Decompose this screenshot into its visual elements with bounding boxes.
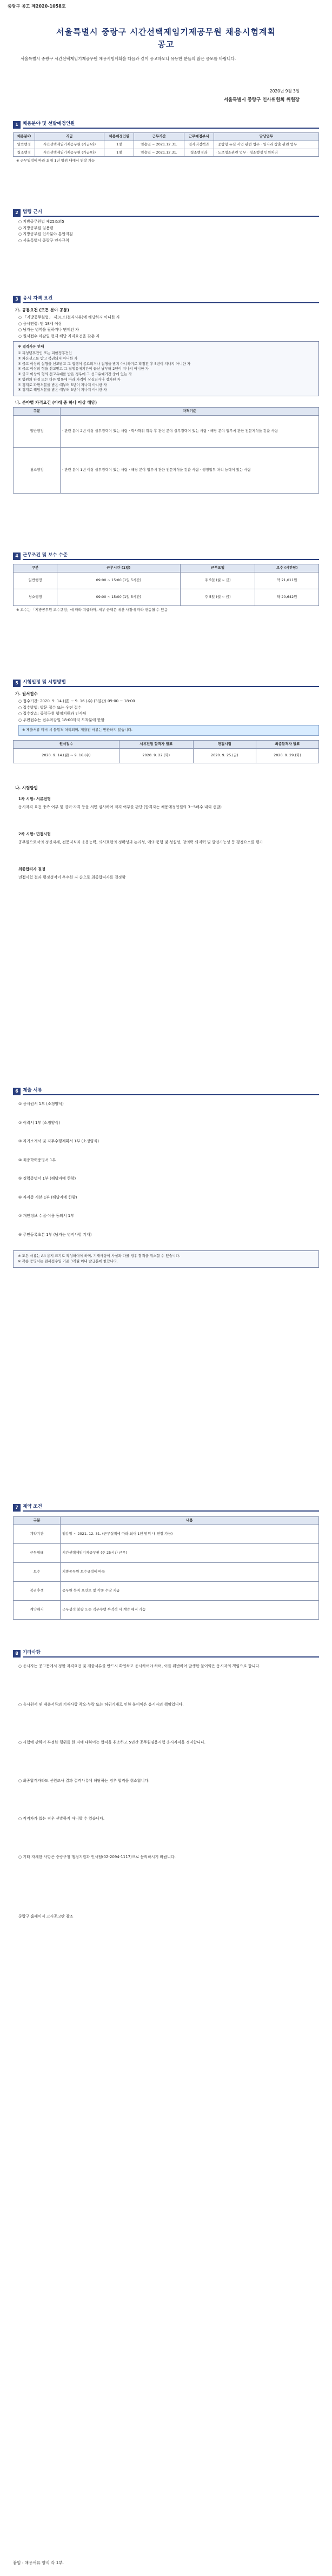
col-header: 면접시험 [193, 741, 256, 749]
box-line: ④ 금고 이상의 형을 선고받고 그 집행유예기간이 끝난 날부터 2년이 지나지 아니한 자 [18, 367, 149, 371]
section-number: 5 [13, 680, 21, 687]
list-item: ⑦ 개인정보 수집·이용 동의서 1부 [18, 1214, 74, 1218]
section-title: 법령 근거 [23, 209, 319, 217]
list-item: ⑤ 경력증명서 1부 (해당자에 한함) [18, 1176, 76, 1181]
cell: 임용일 ~ 2021.12.31. [134, 149, 184, 157]
list-item: ⑥ 자격증 사본 1부 (해당자에 한함) [18, 1195, 77, 1200]
col-header: 근무요일 [180, 564, 255, 573]
col-header: 채용분야 [14, 133, 35, 141]
list-item: ○ 지방공무원법 제25조의5 [18, 219, 64, 224]
title-line-2: 공고 [157, 39, 175, 49]
cell: 일반행정 [14, 572, 57, 589]
section-title: 제출 서류 [23, 1087, 319, 1096]
col-header: 근무시간 (1일) [57, 564, 180, 573]
cell: 청소행정과 [184, 149, 214, 157]
method-text: 공무원으로서의 정신자세, 전문지식과 응용능력, 의사표현의 정확성과 논리성, 예의·품행 및 성실성, 창의력·의지력 및 발전가능성 등 평정요소를 평가 [18, 840, 263, 844]
list-item: ○ 접수장소: 중랑구청 행정지원과 인사팀 [18, 711, 87, 716]
section-legal-basis [13, 208, 319, 244]
box-line: ※ 모든 서류는 A4 용지 크기로 작성하여야 하며, 기재사항이 사실과 다를 경우 합격을 취소할 수 있습니다. [18, 1254, 181, 1258]
col-header: 담당업무 [214, 133, 318, 141]
section-other [13, 1649, 319, 1920]
table-row [14, 1600, 319, 1619]
cell: 청소행정 [14, 149, 35, 157]
section-title: 계약 조건 [23, 1503, 319, 1512]
section-recruitment [13, 120, 319, 164]
box-title: ※ 결격사유 안내 [18, 344, 44, 349]
list-item: ○ 최종합격자라도 신원조사 결과 결격사유에 해당하는 경우 합격을 취소합니다. [18, 1778, 150, 1783]
subsection-title: 가. 원서접수 [15, 691, 38, 696]
list-item: ○ 적격자가 없는 경우 선발하지 아니할 수 있습니다. [18, 1816, 105, 1821]
subsection-title: 나. 시험방법 [15, 785, 38, 790]
list-item: ○ 원서접수 마감일 현재 해당 자격요건을 갖춘 자 [18, 334, 100, 338]
col-header: 구분 [14, 408, 61, 416]
table-row [14, 141, 319, 149]
qualification-table [13, 407, 319, 494]
table-row [14, 1562, 319, 1581]
cell: 근무성적 불량 또는 직무수행 부적격 시 계약 해지 가능 [61, 1600, 319, 1619]
list-item: ○ 우편접수는 접수마감일 18:00까지 도착분에 한함 [18, 717, 105, 722]
section-number: 3 [13, 296, 21, 303]
table-row [14, 589, 319, 605]
section-documents [13, 1087, 319, 1268]
col-header: 근무기간 [134, 133, 184, 141]
section-contract [13, 1503, 319, 1620]
recruitment-table [13, 132, 319, 157]
cell: 약 20,642원 [255, 589, 319, 605]
list-item: ○ 서울특별시 중랑구 인사규칙 [18, 238, 69, 243]
list-item: ○ 응시자는 공고문에서 정한 자격요건 및 제출서류를 반드시 확인하고 응시하여야 하며, 이를 위반하여 발생한 불이익은 응시자의 책임으로 합니다. [18, 1664, 261, 1668]
contract-table [13, 1516, 319, 1620]
cell: 계약해지 [14, 1600, 61, 1619]
cell: 주 5일 (월 ~ 금) [180, 572, 255, 589]
cell: 2020. 9. 22.(화) [119, 748, 193, 763]
cell: 2020. 9. 25.(금) [193, 748, 256, 763]
section-title: 응시 자격 요건 [23, 295, 319, 304]
section-number: 6 [13, 1088, 21, 1095]
list-item: ○ 시험에 관하여 부정한 행위를 한 자에 대하여는 합격을 취소하고 5년간 공무원임용시험 응시자격을 정지합니다. [18, 1740, 206, 1745]
cell: 보수 [14, 1562, 61, 1581]
box-line: ⑤ 금고 이상의 형의 선고유예를 받은 경우에 그 선고유예기간 중에 있는 자 [18, 372, 132, 376]
notice-number: 중랑구 공고 제2020-1058호 [8, 4, 66, 9]
cell: 지방공무원 보수규정에 따름 [61, 1562, 319, 1581]
documents-note-box [13, 1250, 319, 1268]
closing-text: 중랑구 홈페이지 고시공고란 참조 [18, 1914, 74, 1919]
schedule-table [13, 740, 319, 763]
box-line: ※ 각종 증명서는 원서접수일 기준 3개월 이내 발급분에 한합니다. [18, 1259, 118, 1263]
col-header: 원서접수 [14, 741, 119, 749]
cell: · 관련 분야 1년 이상 실무경력이 있는 사람 · 해당 분야 업무에 관한 전문지식을 갖춘 사람 · 행정업무 처리 능력이 있는 사람 [61, 448, 319, 494]
list-item: ⑧ 주민등록초본 1부 (남자는 병적사항 기재) [18, 1232, 92, 1237]
table-row [14, 448, 319, 494]
method-text: 면접시험 결과 평정성적이 우수한 자 순으로 최종합격자를 결정함 [18, 875, 126, 880]
list-item: ③ 자기소개서 및 직무수행계획서 1부 (소정양식) [18, 1139, 99, 1143]
list-item: ○ 접수방법: 방문 접수 또는 우편 접수 [18, 705, 82, 710]
cell: · 중랑형 뉴딜 사업 관련 업무 · 일자리 창출 관련 업무 [214, 141, 318, 149]
section-number: 2 [13, 209, 21, 217]
subsection-title: 가. 공통요건 (모든 분야 공통) [15, 308, 69, 312]
cell: 시간선택제임기제공무원 (주 25시간 근무) [61, 1543, 319, 1562]
cell: 복리후생 [14, 1581, 61, 1600]
col-header: 자격기준 [61, 408, 319, 416]
disqualification-box [13, 341, 319, 396]
list-item: ○ 「지방공무원법」 제31조(결격사유)에 해당하지 아니한 자 [18, 315, 120, 320]
list-item: ○ 응시원서 및 제출서류의 기재사항 착오·누락 또는 허위기재로 인한 불이익은 응시자의 책임입니다. [18, 1702, 184, 1707]
issuer: 서울특별시 중랑구 인사위원회 위원장 [223, 97, 300, 103]
section-number: 8 [13, 1650, 21, 1658]
table-row [14, 1543, 319, 1562]
announce-date: 2020년 9월 3일 [269, 89, 300, 94]
warning-highlight: ※ 제출서류 미비 시 불합격 처리되며, 제출된 서류는 반환하지 않습니다. [18, 725, 319, 736]
table-row [14, 748, 319, 763]
common-requirements [18, 315, 319, 339]
conditions-table [13, 564, 319, 606]
col-header: 구분 [14, 564, 57, 573]
cell: 주 5일 (월 ~ 금) [180, 589, 255, 605]
box-line: ⑥ 법원의 판결 또는 다른 법률에 따라 자격이 상실되거나 정지된 자 [18, 377, 121, 382]
table-note: ※ 근무일정에 따라 최대 1년 범위 내에서 연장 가능 [16, 158, 95, 163]
cell: 일반행정 [14, 416, 61, 448]
legal-list [18, 219, 319, 243]
col-header: 채용예정인원 [104, 133, 134, 141]
documents-list [18, 1101, 319, 1237]
table-row [14, 1581, 319, 1600]
table-note: ※ 보수는 「지방공무원 보수규정」에 따라 지급하며, 세부 금액은 예산 사정에 따라 변동될 수 있음 [16, 607, 168, 612]
cell: 1명 [104, 149, 134, 157]
cell: 청소행정 [14, 448, 61, 494]
box-line: ② 파산선고를 받고 복권되지 아니한 자 [18, 356, 78, 361]
list-item: ○ 기타 자세한 사항은 중랑구청 행정지원과 인사팀(02-2094-1117)으로 문의하시기 바랍니다. [18, 1854, 176, 1859]
table-row [14, 1525, 319, 1543]
other-list [18, 1663, 319, 1860]
col-header: 서류전형 합격자 발표 [119, 741, 193, 749]
cell: · 도로청소관련 업무 · 청소행정 민원처리 [214, 149, 318, 157]
section-title: 채용분야 및 선발예정인원 [23, 121, 319, 129]
cell: 공무원 복지 포인트 및 각종 수당 지급 [61, 1581, 319, 1600]
section-title: 근무조건 및 보수 수준 [23, 552, 319, 561]
receipt-list [18, 698, 319, 723]
cell: 2020. 9. 14.(월) ~ 9. 16.(수) [14, 748, 119, 763]
cell: 일자리정책과 [184, 141, 214, 149]
cell: 일반행정 [14, 141, 35, 149]
col-header: 근무예정부서 [184, 133, 214, 141]
col-header: 보수 (시간당) [255, 564, 319, 573]
list-item: ○ 지방공무원 인사분야 통합지침 [18, 232, 73, 236]
section-number: 1 [13, 121, 21, 129]
subsection-title: 나. 분야별 자격요건 (아래 중 하나 이상 해당) [15, 400, 97, 405]
title-line-1: 서울특별시 중랑구 시간선택제임기제공무원 채용시험계획 [56, 27, 276, 37]
cell: · 관련 분야 2년 이상 실무경력이 있는 사람 · 학사학위 취득 후 관련 분야 실무경력이 있는 사람 · 해당 분야 업무에 관한 전문지식을 갖춘 사람 [61, 416, 319, 448]
list-item: ② 이력서 1부 (소정양식) [18, 1120, 60, 1125]
box-line: ⑧ 징계로 해임처분을 받은 때부터 3년이 지나지 아니한 자 [18, 388, 107, 392]
col-header: 직급 [35, 133, 104, 141]
cell: 임용일 ~ 2021.12.31. [134, 141, 184, 149]
cell: 09:00 ~ 15:00 (1일 5시간) [57, 589, 180, 605]
section-number: 4 [13, 553, 21, 560]
cell: 09:00 ~ 15:00 (1일 5시간) [57, 572, 180, 589]
box-line: ⑦ 징계로 파면처분을 받은 때부터 5년이 지나지 아니한 자 [18, 382, 107, 387]
list-item: ○ 지방공무원 임용령 [18, 225, 54, 230]
cell: 시간선택제임기제공무원 (가급/라) [35, 141, 104, 149]
list-item: ○ 응시연령: 만 18세 이상 [18, 321, 62, 326]
method-label: 2차 시험: 면접시험 [18, 832, 51, 836]
document-title [0, 26, 332, 50]
cell: 근무형태 [14, 1543, 61, 1562]
list-item: ○ 남자는 병역을 필하거나 면제된 자 [18, 328, 79, 332]
col-header: 최종합격자 발표 [256, 741, 318, 749]
list-item: ④ 최종학력증명서 1부 [18, 1157, 56, 1162]
section-work-conditions [13, 551, 319, 613]
cell: 청소행정 [14, 589, 57, 605]
method-text: 응시자격 요건 충족 여부 및 경력·자격 등을 서면 심사하여 적격 여부를 판단 (합격자는 채용예정인원의 3~5배수 내외 선발) [18, 804, 222, 809]
cell: 시간선택제임기제공무원 (가급/다) [35, 149, 104, 157]
table-row [14, 416, 319, 448]
section-title: 시험일정 및 시험방법 [23, 679, 319, 688]
section-schedule [13, 678, 319, 880]
cell: 임용일 ~ 2021. 12. 31. (근무실적에 따라 최대 1년 범위 내 연장 가능) [61, 1525, 319, 1543]
cell: 약 21,011원 [255, 572, 319, 589]
list-item: ○ 접수기간: 2020. 9. 14.(월) ~ 9. 16.(수) (3일간) 09:00 ~ 18:00 [18, 699, 135, 704]
cell: 계약기간 [14, 1525, 61, 1543]
attachment-note: 붙임 : 채용서류 양식 각 1부. [13, 2560, 64, 2565]
table-row [14, 572, 319, 589]
col-header: 내용 [61, 1517, 319, 1525]
section-number: 7 [13, 1504, 21, 1512]
section-title: 기타사항 [23, 1649, 319, 1658]
method-label: 1차 시험: 서류전형 [18, 797, 51, 801]
col-header: 구분 [14, 1517, 61, 1525]
intro-text: 서울특별시 중랑구 시간선택제임기제공무원 채용시험계획을 다음과 같이 공고하오니 유능한 분들의 많은 응모를 바랍니다. [21, 56, 236, 61]
list-item: ① 응시원서 1부 (소정양식) [18, 1102, 64, 1106]
method-label: 최종합격자 결정 [18, 867, 45, 871]
table-row [14, 149, 319, 157]
cell: 2020. 9. 29.(화) [256, 748, 318, 763]
box-line: ① 피성년후견인 또는 피한정후견인 [18, 351, 72, 355]
box-line: ③ 금고 이상의 실형을 선고받고 그 집행이 종료되거나 집행을 받지 아니하기로 확정된 후 5년이 지나지 아니한 자 [18, 361, 191, 366]
cell: 1명 [104, 141, 134, 149]
section-eligibility [13, 295, 319, 494]
